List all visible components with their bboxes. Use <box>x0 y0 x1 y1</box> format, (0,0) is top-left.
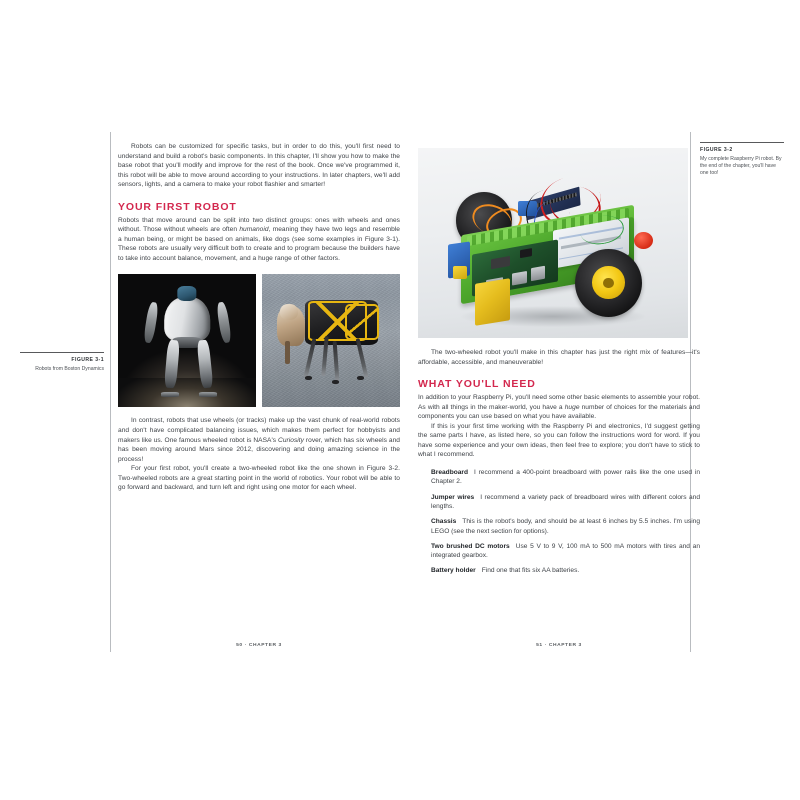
contrast-part-a: In contrast, robots that use wheels (or tracks) make up the vast chunk of real-world robots and don't have complicated balancing issues, which makes them perfect for hobbyists and makers like us. One famous wheeled robot is NASA's <box>118 417 400 444</box>
part-item-battery-holder <box>418 566 700 576</box>
red-lego-cap <box>634 232 653 249</box>
real-dog-head <box>280 304 298 320</box>
quadruped-foot-3 <box>357 376 364 380</box>
wheel-hub <box>592 266 624 299</box>
part-description: I recommend a 400-point breadboard with power rails like the one used in Chapter 2. <box>431 468 700 486</box>
front-wheel <box>575 249 643 317</box>
yfr-part-b: , meaning they have two legs and resemble a human being, or might be based on animals, like dogs (see some examples in Figure 3-1). These robots are usually very difficult both to create and to program because the builders have to take into account balance, movement, and a huge range of other factors. <box>118 226 400 262</box>
figure-3-2-caption: My complete Raspberry Pi robot. By the end of the chapter, you'll have one too! <box>700 155 782 176</box>
part-item-breadboard <box>418 468 700 487</box>
in-contrast-paragraph <box>118 416 400 464</box>
right-page <box>400 0 800 800</box>
caption-rule <box>700 142 784 143</box>
pi-small-chip <box>520 248 532 258</box>
robot-foot-right <box>199 392 217 397</box>
figure-3-1-images <box>118 274 400 407</box>
need-paragraph-1 <box>418 393 700 422</box>
part-description: This is the robot's body, and should be at least 6 inches by 5.5 inches. I'm using LEGO (see the next section for options). <box>431 518 700 535</box>
contrast-part-b: rover, which has six wheels and has been moving around Mars since 2012, discovering and doing amazing science in the process! <box>118 436 400 463</box>
part-item-dc-motors <box>418 542 700 561</box>
figure-3-1-caption-block <box>20 352 104 373</box>
part-term: Breadboard <box>431 468 469 476</box>
robot-torso <box>164 297 210 342</box>
your-first-robot-paragraph <box>118 216 400 264</box>
pi-usb-port-2 <box>531 266 546 281</box>
robot-arm-right <box>216 302 232 344</box>
robot-head <box>177 286 196 301</box>
left-page-text-column <box>118 142 400 493</box>
caption-rule <box>20 352 104 353</box>
real-dog-leg <box>285 341 289 364</box>
your-first-robot-heading: YOUR FIRST ROBOT <box>118 200 237 213</box>
need-part-b: number of choices for the materials and components you can use based on what you have available. <box>418 403 700 421</box>
figure-3-1-caption: Robots from Boston Dynamics <box>35 365 104 372</box>
need-part-a: In addition to your Raspberry Pi, you'll need some other basic elements to assemble your robot. As with all things in the maker-world, you have a <box>418 394 700 411</box>
right-page-text-column <box>418 148 700 581</box>
part-term: Chassis <box>431 518 457 526</box>
what-youll-need-heading: WHAT YOU'LL NEED <box>418 378 536 391</box>
figure-3-1-label: FIGURE 3-1 <box>71 357 104 363</box>
yellow-lego-peg <box>453 266 467 279</box>
part-description: Use 5 V to 9 V, 100 mA to 500 mA motors with tires and an integrated gearbox. <box>431 542 700 560</box>
part-term: Battery holder <box>431 567 476 575</box>
figure-3-2-caption-block <box>700 142 784 177</box>
part-term: Jumper wires <box>431 493 475 501</box>
part-item-jumper-wires <box>418 493 700 512</box>
right-page-folio: 51 · CHAPTER 3 <box>536 643 582 648</box>
left-page-margin-rule <box>110 132 111 652</box>
quadruped-foot-1 <box>305 376 312 380</box>
pi-soc-chip <box>491 255 510 269</box>
quadruped-foot-2 <box>332 380 339 384</box>
quadruped-frame-rear <box>345 304 379 340</box>
raspberry-pi-robot-photo <box>418 148 688 338</box>
pi-usb-port-1 <box>512 271 528 285</box>
need-emphasis-huge: huge <box>564 403 580 411</box>
part-description: I recommend a variety pack of breadboard wires with different colors and lengths. <box>431 493 700 511</box>
photo-floor <box>118 378 256 407</box>
quadruped-robot-photo <box>262 274 400 407</box>
yfr-part-a: Robots that move around can be split into two distinct groups: ones with wheels and ones without. Those without wheels are often <box>118 216 400 234</box>
yfr-emphasis-humanoid: humanoid <box>239 226 269 234</box>
opening-paragraph: Robots can be customized for specific tasks, but in order to do this, you'll first need to understand and build a robot's basic components. In this chapter, I'll show you how to make the base robot that you'll modify and improve for the rest of the book. Once we've programmed it, this robot will be able to move around according to your instructions. In later chapters, we'll add sensors, lights, and a camera to make your robot flashier and smarter! <box>118 143 400 189</box>
yellow-lego-block <box>475 278 510 325</box>
humanoid-robot-photo <box>118 274 256 407</box>
two-wheeled-intro-paragraph: The two-wheeled robot you'll make in this chapter has just the right mix of features—it's affordable, accessible, and maneuverable! <box>418 349 700 366</box>
part-description: Find one that fits six AA batteries. <box>481 567 580 575</box>
part-term: Two brushed DC motors <box>431 542 510 550</box>
parts-list <box>418 468 700 576</box>
figure-3-2-label: FIGURE 3-2 <box>700 147 733 153</box>
need-paragraph-2: If this is your first time working with the Raspberry Pi and electronics, I'd suggest getting the same parts I have, as listed here, so you can follow the instructions word for word. If you have some experience and your own ideas, then feel free to explore; you don't have to stick to what I recommend. <box>418 422 700 459</box>
first-robot-paragraph: For your first robot, you'll create a two-wheeled robot like the one shown in Figure 3-2. Two-wheeled robots are a great starting point in the world of robotics. Your robot will be able to go forward and backward, and turn left and right using one motor for each wheel. <box>118 465 400 492</box>
robot-arm-left <box>142 302 158 344</box>
robot-foot-left <box>161 392 179 397</box>
part-item-chassis <box>418 517 700 536</box>
contrast-emphasis-curiosity: Curiosity <box>278 436 304 444</box>
left-page-folio: 50 · CHAPTER 3 <box>236 643 282 648</box>
